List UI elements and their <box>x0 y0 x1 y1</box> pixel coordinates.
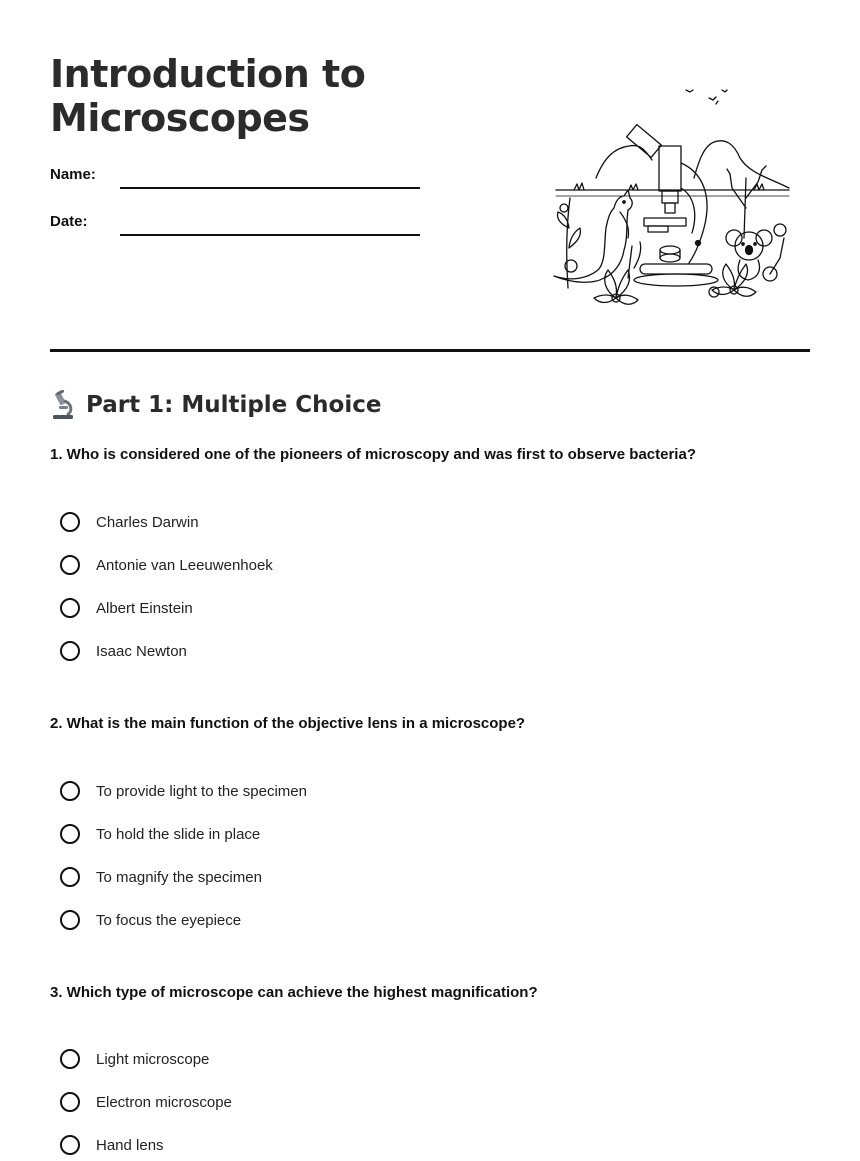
question-3-option-3[interactable] <box>60 1132 164 1158</box>
radio-button[interactable] <box>60 1049 80 1069</box>
radio-button[interactable] <box>60 641 80 661</box>
option-label: To focus the eyepiece <box>96 911 242 929</box>
option-label: Charles Darwin <box>96 513 199 531</box>
option-label: Light microscope <box>96 1050 210 1068</box>
radio-button[interactable] <box>60 867 80 887</box>
radio-button[interactable] <box>60 781 80 801</box>
option-label: Isaac Newton <box>96 642 187 660</box>
date-field[interactable] <box>120 234 420 236</box>
microscope-icon <box>50 390 76 420</box>
name-label: Name: <box>50 166 96 183</box>
question-1-option-3[interactable] <box>60 595 193 621</box>
question-1: 1. Who is considered one of the pioneers of microscopy and was first to observe bacteria? <box>50 446 696 463</box>
date-label: Date: <box>50 213 88 230</box>
option-label: Hand lens <box>96 1136 164 1154</box>
question-1-option-1[interactable] <box>60 509 199 535</box>
question-3-option-2[interactable] <box>60 1089 232 1115</box>
title-line-2: Microscopes <box>50 96 310 140</box>
header-divider <box>50 349 810 352</box>
radio-button[interactable] <box>60 1092 80 1112</box>
question-1-option-4[interactable] <box>60 638 187 664</box>
question-3-option-1[interactable] <box>60 1046 209 1072</box>
option-label: Electron microscope <box>96 1093 232 1111</box>
question-3: 3. Which type of microscope can achieve the highest magnification? <box>50 984 538 1001</box>
option-label: To hold the slide in place <box>96 825 261 843</box>
section-title: Part 1: Multiple Choice <box>86 392 382 418</box>
radio-button[interactable] <box>60 512 80 532</box>
question-2-option-2[interactable] <box>60 821 260 847</box>
name-field[interactable] <box>120 187 420 189</box>
option-label: To provide light to the specimen <box>96 782 307 800</box>
question-2: 2. What is the main function of the objective lens in a microscope? <box>50 715 526 732</box>
page-title <box>50 52 365 140</box>
question-1-option-2[interactable] <box>60 552 273 578</box>
radio-button[interactable] <box>60 1135 80 1155</box>
radio-button[interactable] <box>60 555 80 575</box>
radio-button[interactable] <box>60 598 80 618</box>
question-2-option-3[interactable] <box>60 864 262 890</box>
microscope-illustration <box>544 78 794 318</box>
option-label: To magnify the specimen <box>96 868 262 886</box>
radio-button[interactable] <box>60 824 80 844</box>
option-label: Antonie van Leeuwenhoek <box>96 556 273 574</box>
section-header <box>50 388 381 422</box>
question-2-option-1[interactable] <box>60 778 307 804</box>
option-label: Albert Einstein <box>96 599 193 617</box>
question-2-option-4[interactable] <box>60 907 241 933</box>
title-line-1: Introduction to <box>50 52 366 96</box>
radio-button[interactable] <box>60 910 80 930</box>
